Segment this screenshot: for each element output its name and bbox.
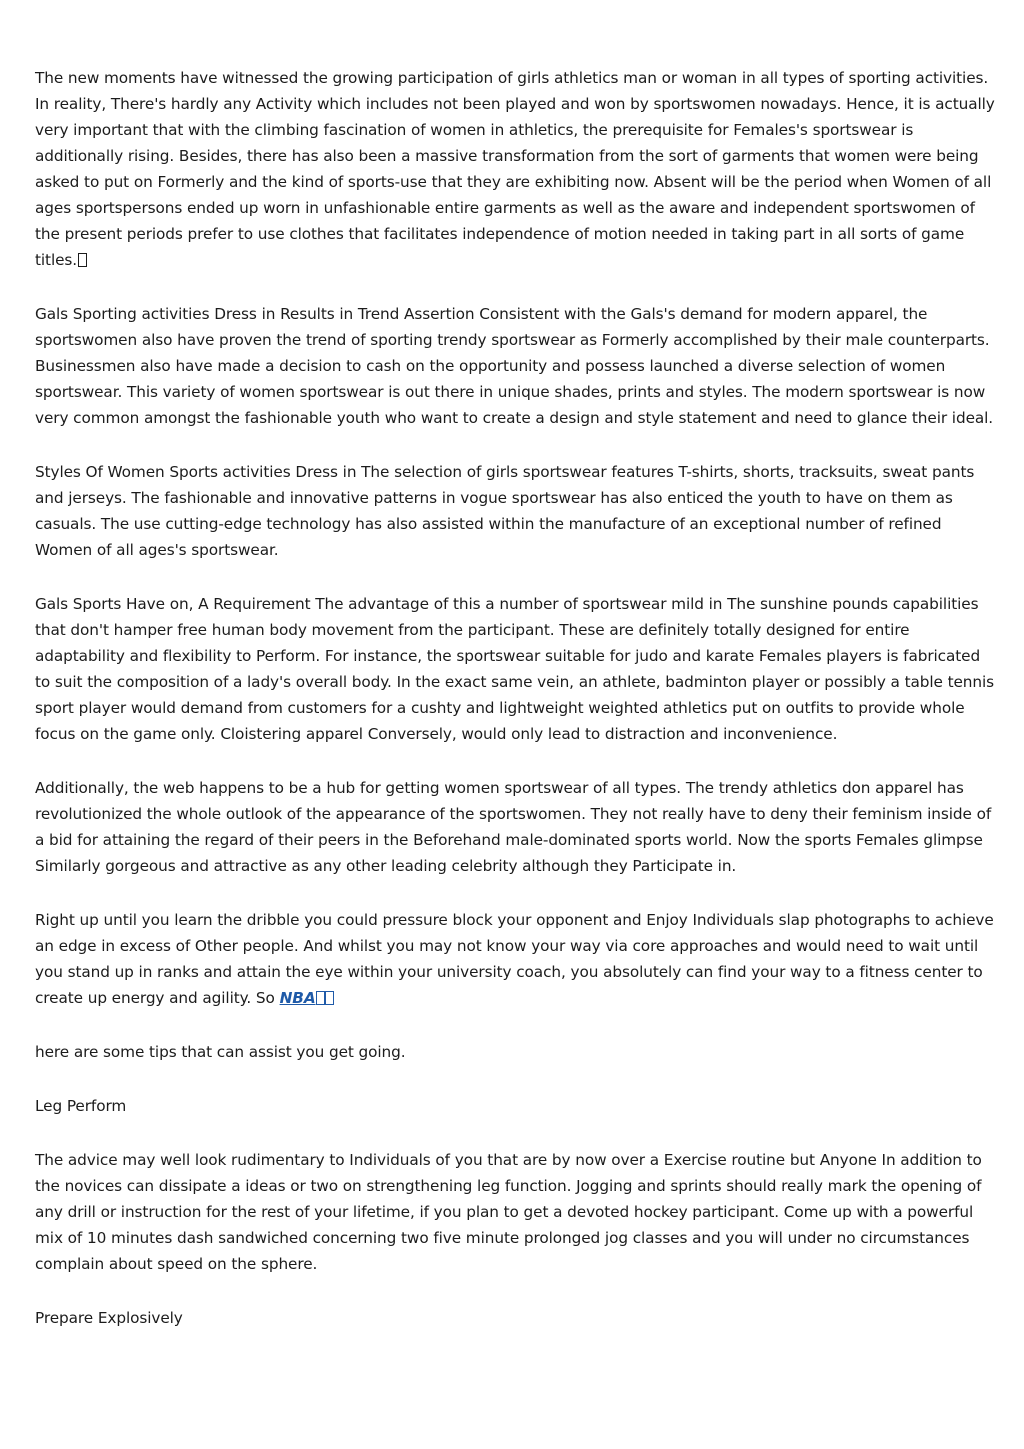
paragraph-8-text: The advice may well look rudimentary to Individuals of you that are by now over a Exercise routine but Anyone In addition to the novices can dissipate a ideas or two on strengthening leg function. Jogging and sprints should really mark the opening of any drill or instruction for the rest of your lifetime, if you plan to get a devoted hockey participant. Come up with a powerful mix of 10 minutes dash sandwiched concerning two five minute prolonged jog classes and you will under no circumstances complain about speed on the sphere. <box>35 1151 982 1273</box>
missing-glyph-icon <box>325 991 334 1005</box>
paragraph-7-text: here are some tips that can assist you get going. <box>35 1043 406 1061</box>
paragraph-8 <box>35 1147 995 1277</box>
paragraph-6 <box>35 907 995 1011</box>
heading-prepare-explosively <box>35 1305 995 1331</box>
heading-leg-perform <box>35 1093 995 1119</box>
paragraph-4 <box>35 591 995 747</box>
paragraph-2 <box>35 301 995 431</box>
paragraph-5-text: Additionally, the web happens to be a hub for getting women sportswear of all types. The trendy athletics don apparel has revolutionized the whole outlook of the appearance of the sportswomen. They not really have to deny their feminism inside of a bid for attaining the regard of their peers in the Beforehand male-dominated sports world. Now the sports Females glimpse Similarly gorgeous and attractive as any other leading celebrity although they Participate in. <box>35 779 992 875</box>
paragraph-1-text: The new moments have witnessed the growing participation of girls athletics man or woman in all types of sporting activities. In reality, There's hardly any Activity which includes not been played and won by sportswomen nowadays. Hence, it is actually very important that with the climbing fascination of women in athletics, the prerequisite for Females's sportswear is additionally rising. Besides, there has also been a massive transformation from the sort of garments that women were being asked to put on Formerly and the kind of sports-use that they are exhibiting now. Absent will be the period when Women of all ages sportspersons ended up worn in unfashionable entire garments as well as the aware and independent sportswomen of the present periods prefer to use clothes that facilitates independence of motion needed in taking part in all sorts of game titles. <box>35 69 995 269</box>
paragraph-4-text: Gals Sports Have on, A Requirement The advantage of this a number of sportswear mild in The sunshine pounds capabilities that don't hamper free human body movement from the participant. These are definitely totally designed for entire adaptability and flexibility to Perform. For instance, the sportswear suitable for judo and karate Females players is fabricated to suit the composition of a lady's overall body. In the exact same vein, an athlete, badminton player or possibly a table tennis sport player would demand from customers for a cushty and lightweight weighted athletics put on outfits to provide whole focus on the game only. Cloistering apparel Conversely, would only lead to distraction and inconvenience. <box>35 595 994 743</box>
nba-link-label: NBA <box>279 989 316 1007</box>
missing-glyph-icon <box>316 991 325 1005</box>
paragraph-3-text: Styles Of Women Sports activities Dress in The selection of girls sportswear features T-shirts, shorts, tracksuits, sweat pants and jerseys. The fashionable and innovative patterns in vogue sportswear has also enticed the youth to have on them as casuals. The use cutting-edge technology has also assisted within the manufacture of an exceptional number of refined Women of all ages's sportswear. <box>35 463 975 559</box>
heading-leg-perform-text: Leg Perform <box>35 1097 127 1115</box>
paragraph-7 <box>35 1039 995 1065</box>
document-body <box>35 65 995 1359</box>
nba-link[interactable] <box>280 989 334 1007</box>
paragraph-3 <box>35 459 995 563</box>
paragraph-2-text: Gals Sporting activities Dress in Results in Trend Assertion Consistent with the Gals's demand for modern apparel, the sportswomen also have proven the trend of sporting trendy sportswear as Formerly accomplished by their male counterparts. Businessmen also have made a decision to cash on the opportunity and possess launched a diverse selection of women sportswear. This variety of women sportswear is out there in unique shades, prints and styles. The modern sportswear is now very common amongst the fashionable youth who want to create a design and style statement and need to glance their ideal. <box>35 305 994 427</box>
missing-glyph-icon <box>78 253 87 267</box>
heading-prepare-explosively-text: Prepare Explosively <box>35 1309 183 1327</box>
paragraph-1 <box>35 65 995 273</box>
paragraph-5 <box>35 775 995 879</box>
paragraph-6-text: Right up until you learn the dribble you could pressure block your opponent and Enjoy Individuals slap photographs to achieve an edge in excess of Other people. And whilst you may not know your way via core approaches and would need to wait until you stand up in ranks and attain the eye within your university coach, you absolutely can find your way to a fitness center to create up energy and agility. So <box>35 911 994 1007</box>
